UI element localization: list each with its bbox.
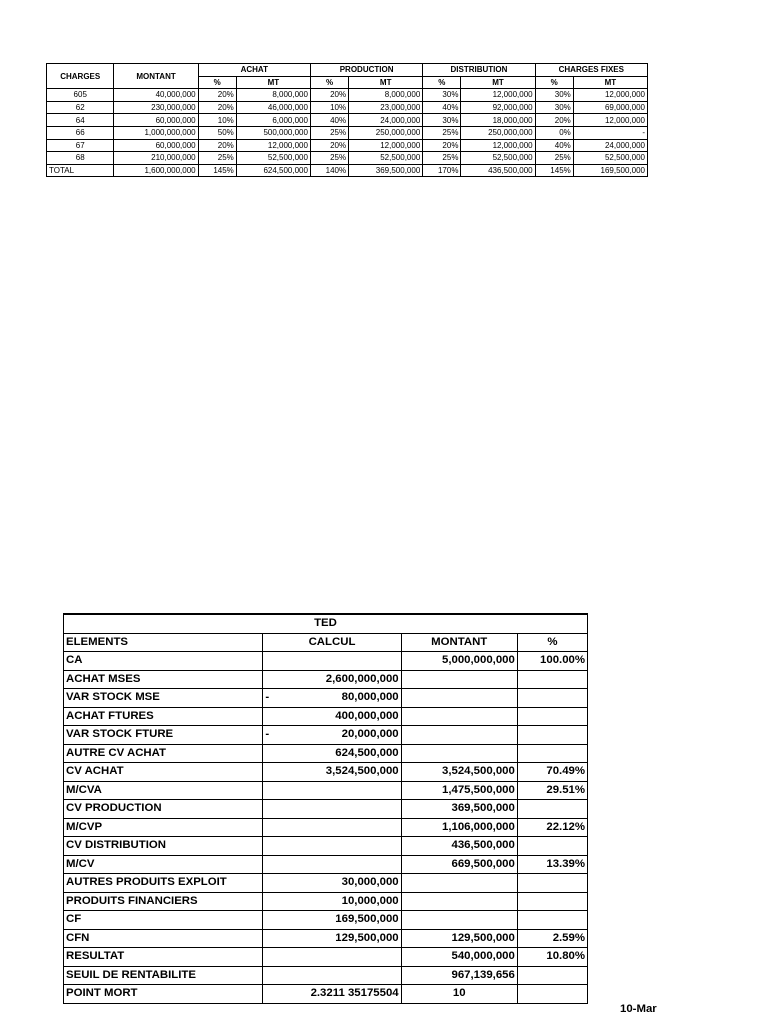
ted-cell-montant: 5,000,000,000 — [401, 652, 517, 671]
cell-montant: 40,000,000 — [114, 89, 198, 102]
ted-cell-montant — [401, 911, 517, 930]
ted-cell-calcul — [263, 670, 401, 689]
header-charges-fixes: CHARGES FIXES — [535, 64, 647, 77]
ted-calcul-value: 80,000,000 — [341, 691, 399, 704]
cell-prod-mt: 250,000,000 — [349, 126, 423, 139]
ted-calcul-value: 3,524,500,000 — [325, 765, 399, 778]
cell-charge: 64 — [47, 114, 114, 127]
cell-cf-mt: - — [573, 126, 647, 139]
cell-cf-mt: 24,000,000 — [573, 139, 647, 152]
subheader-pct: % — [535, 76, 573, 89]
ted-calcul-value: 20,000,000 — [341, 728, 399, 741]
subheader-pct: % — [310, 76, 348, 89]
ted-cell-pct — [517, 892, 587, 911]
ted-cell-pct: 10.80% — [517, 948, 587, 967]
ted-calcul-value: 10,000,000 — [341, 894, 399, 907]
cell-cf-mt: 12,000,000 — [573, 89, 647, 102]
ted-cell-calcul — [263, 874, 401, 893]
ted-cell-element: AUTRE CV ACHAT — [64, 744, 263, 763]
ted-cell-calcul — [263, 818, 401, 837]
cell-cf-mt: 169,500,000 — [573, 164, 647, 177]
ted-calcul-value: 2.3211 35175504 — [310, 987, 399, 1000]
cell-achat-pct: 20% — [198, 101, 236, 114]
ted-calcul-value: 169,500,000 — [335, 913, 399, 926]
cell-cf-pct: 20% — [535, 114, 573, 127]
cell-dist-pct: 20% — [423, 139, 461, 152]
cell-prod-mt: 12,000,000 — [349, 139, 423, 152]
ted-cell-montant — [401, 689, 517, 708]
table-row — [47, 152, 648, 165]
table-row — [64, 689, 588, 708]
ted-cell-pct — [517, 670, 587, 689]
ted-cell-calcul — [263, 929, 401, 948]
minus-sign: - — [265, 691, 270, 704]
cell-prod-pct: 20% — [310, 89, 348, 102]
ted-cell-element: CV DISTRIBUTION — [64, 837, 263, 856]
table-row — [47, 89, 648, 102]
cell-dist-mt: 92,000,000 — [461, 101, 535, 114]
header-montant: MONTANT — [114, 64, 198, 89]
cell-dist-mt: 250,000,000 — [461, 126, 535, 139]
header-distribution: DISTRIBUTION — [423, 64, 535, 77]
ted-cell-montant: 436,500,000 — [401, 837, 517, 856]
cell-prod-mt: 23,000,000 — [349, 101, 423, 114]
table-row — [47, 101, 648, 114]
cell-cf-mt: 69,000,000 — [573, 101, 647, 114]
subheader-mt: MT — [573, 76, 647, 89]
ted-cell-element: CV ACHAT — [64, 763, 263, 782]
cell-achat-mt: 6,000,000 — [236, 114, 310, 127]
table-row — [64, 781, 588, 800]
cell-dist-mt: 18,000,000 — [461, 114, 535, 127]
subheader-pct: % — [198, 76, 236, 89]
ted-cell-element: ACHAT FTURES — [64, 707, 263, 726]
table-row — [64, 892, 588, 911]
ted-cell-element: CA — [64, 652, 263, 671]
ted-cell-pct — [517, 985, 587, 1004]
ted-cell-calcul — [263, 652, 401, 671]
cell-cf-pct: 145% — [535, 164, 573, 177]
ted-calcul-value: 2,600,000,000 — [325, 672, 399, 685]
cell-dist-pct: 25% — [423, 152, 461, 165]
cell-achat-mt: 8,000,000 — [236, 89, 310, 102]
ted-cell-calcul — [263, 689, 401, 708]
header-achat: ACHAT — [198, 64, 310, 77]
cell-prod-mt: 369,500,000 — [349, 164, 423, 177]
ted-cell-calcul — [263, 911, 401, 930]
cell-achat-pct: 20% — [198, 139, 236, 152]
cell-cf-mt: 12,000,000 — [573, 114, 647, 127]
table-row — [47, 164, 648, 177]
cell-montant: 60,000,000 — [114, 139, 198, 152]
cell-dist-pct: 40% — [423, 101, 461, 114]
ted-cell-pct: 13.39% — [517, 855, 587, 874]
ted-cell-montant: 669,500,000 — [401, 855, 517, 874]
table-row — [64, 929, 588, 948]
side-note: 10-Mar — [620, 1003, 657, 1015]
header-charges: CHARGES — [47, 64, 114, 89]
cell-achat-mt: 624,500,000 — [236, 164, 310, 177]
subheader-mt: MT — [461, 76, 535, 89]
ted-cell-montant — [401, 892, 517, 911]
ted-cell-calcul — [263, 892, 401, 911]
ted-cell-calcul — [263, 707, 401, 726]
cell-dist-mt: 12,000,000 — [461, 89, 535, 102]
ted-header-montant: MONTANT — [401, 633, 517, 652]
cell-cf-pct: 30% — [535, 89, 573, 102]
ted-cell-montant: 1,475,500,000 — [401, 781, 517, 800]
ted-cell-element: CV PRODUCTION — [64, 800, 263, 819]
ted-cell-element: ACHAT MSES — [64, 670, 263, 689]
ted-cell-calcul — [263, 855, 401, 874]
ted-cell-element: CF — [64, 911, 263, 930]
ted-cell-montant — [401, 670, 517, 689]
cell-dist-mt: 52,500,000 — [461, 152, 535, 165]
ted-cell-element: AUTRES PRODUITS EXPLOIT — [64, 874, 263, 893]
cell-achat-pct: 145% — [198, 164, 236, 177]
cell-cf-mt: 52,500,000 — [573, 152, 647, 165]
cell-cf-pct: 0% — [535, 126, 573, 139]
ted-header-calcul: CALCUL — [263, 633, 401, 652]
table-row — [64, 763, 588, 782]
subheader-mt: MT — [236, 76, 310, 89]
table-row — [64, 707, 588, 726]
ted-cell-element: M/CVP — [64, 818, 263, 837]
ted-cell-pct — [517, 689, 587, 708]
ted-cell-montant: 1,106,000,000 — [401, 818, 517, 837]
table-row — [64, 874, 588, 893]
table-row — [47, 139, 648, 152]
cell-charge: 62 — [47, 101, 114, 114]
ted-cell-montant: 967,139,656 — [401, 966, 517, 985]
ted-cell-pct: 2.59% — [517, 929, 587, 948]
cell-dist-pct: 170% — [423, 164, 461, 177]
cell-achat-pct: 10% — [198, 114, 236, 127]
table-row — [47, 114, 648, 127]
cell-montant: 1,000,000,000 — [114, 126, 198, 139]
minus-sign: - — [265, 728, 270, 741]
cell-montant: 230,000,000 — [114, 101, 198, 114]
ted-calcul-value: 30,000,000 — [341, 876, 399, 889]
ted-cell-calcul — [263, 837, 401, 856]
ted-cell-montant: 10 — [401, 985, 517, 1004]
ted-header-pct: % — [517, 633, 587, 652]
cell-prod-pct: 40% — [310, 114, 348, 127]
ted-cell-pct: 29.51% — [517, 781, 587, 800]
ted-header-elements: ELEMENTS — [64, 633, 263, 652]
cell-montant: 60,000,000 — [114, 114, 198, 127]
table-row — [64, 948, 588, 967]
cell-charge: 605 — [47, 89, 114, 102]
cell-achat-pct: 25% — [198, 152, 236, 165]
cell-prod-pct: 10% — [310, 101, 348, 114]
cell-achat-mt: 52,500,000 — [236, 152, 310, 165]
cell-cf-pct: 40% — [535, 139, 573, 152]
ted-cell-montant — [401, 874, 517, 893]
table-row — [64, 726, 588, 745]
cell-cf-pct: 25% — [535, 152, 573, 165]
ted-cell-pct: 70.49% — [517, 763, 587, 782]
cell-prod-pct: 25% — [310, 152, 348, 165]
ted-cell-element: CFN — [64, 929, 263, 948]
ted-cell-calcul — [263, 948, 401, 967]
cell-montant: 210,000,000 — [114, 152, 198, 165]
ted-cell-element: VAR STOCK MSE — [64, 689, 263, 708]
ted-cell-montant — [401, 744, 517, 763]
table-row — [47, 126, 648, 139]
ted-cell-element: VAR STOCK FTURE — [64, 726, 263, 745]
cell-achat-mt: 12,000,000 — [236, 139, 310, 152]
ted-cell-calcul — [263, 800, 401, 819]
ted-cell-pct — [517, 707, 587, 726]
ted-cell-pct — [517, 874, 587, 893]
table-row — [64, 670, 588, 689]
ted-cell-element: PRODUITS FINANCIERS — [64, 892, 263, 911]
table-row — [64, 837, 588, 856]
table-row — [64, 818, 588, 837]
cell-achat-pct: 20% — [198, 89, 236, 102]
ted-cell-montant — [401, 707, 517, 726]
ted-calcul-value: 624,500,000 — [335, 746, 399, 759]
ted-cell-pct — [517, 966, 587, 985]
ted-cell-pct — [517, 800, 587, 819]
cell-cf-pct: 30% — [535, 101, 573, 114]
ted-cell-calcul — [263, 726, 401, 745]
cell-dist-pct: 30% — [423, 114, 461, 127]
ted-cell-element: M/CV — [64, 855, 263, 874]
ted-table-body — [64, 652, 588, 1004]
charges-breakdown-table — [46, 63, 648, 177]
ted-cell-calcul — [263, 781, 401, 800]
cell-montant: 1,600,000,000 — [114, 164, 198, 177]
subheader-mt: MT — [349, 76, 423, 89]
cell-dist-pct: 30% — [423, 89, 461, 102]
cell-dist-mt: 436,500,000 — [461, 164, 535, 177]
ted-cell-montant: 3,524,500,000 — [401, 763, 517, 782]
ted-cell-element: RESULTAT — [64, 948, 263, 967]
cell-achat-mt: 500,000,000 — [236, 126, 310, 139]
cell-achat-pct: 50% — [198, 126, 236, 139]
cell-prod-pct: 20% — [310, 139, 348, 152]
ted-cell-montant: 540,000,000 — [401, 948, 517, 967]
cell-dist-pct: 25% — [423, 126, 461, 139]
header-production: PRODUCTION — [310, 64, 422, 77]
ted-cell-calcul — [263, 985, 401, 1004]
table-row — [64, 652, 588, 671]
ted-cell-calcul — [263, 744, 401, 763]
cell-prod-mt: 52,500,000 — [349, 152, 423, 165]
cell-dist-mt: 12,000,000 — [461, 139, 535, 152]
cell-prod-mt: 8,000,000 — [349, 89, 423, 102]
ted-cell-calcul — [263, 763, 401, 782]
ted-cell-calcul — [263, 966, 401, 985]
ted-cell-pct — [517, 837, 587, 856]
table-row — [64, 966, 588, 985]
ted-cell-pct — [517, 726, 587, 745]
ted-cell-montant: 369,500,000 — [401, 800, 517, 819]
subheader-pct: % — [423, 76, 461, 89]
ted-cell-pct — [517, 911, 587, 930]
ted-cell-montant — [401, 726, 517, 745]
table-row — [64, 744, 588, 763]
ted-cell-pct: 22.12% — [517, 818, 587, 837]
table-row — [64, 911, 588, 930]
cell-charge: 68 — [47, 152, 114, 165]
cell-prod-pct: 140% — [310, 164, 348, 177]
charges-table-body — [47, 89, 648, 177]
ted-title: TED — [64, 614, 588, 633]
ted-cell-pct — [517, 744, 587, 763]
cell-prod-pct: 25% — [310, 126, 348, 139]
ted-cell-montant: 129,500,000 — [401, 929, 517, 948]
cell-charge: 67 — [47, 139, 114, 152]
cell-charge: TOTAL — [47, 164, 114, 177]
table-row — [64, 985, 588, 1004]
ted-cell-pct: 100.00% — [517, 652, 587, 671]
table-row — [64, 800, 588, 819]
ted-cell-element: M/CVA — [64, 781, 263, 800]
ted-table — [63, 613, 588, 1004]
cell-achat-mt: 46,000,000 — [236, 101, 310, 114]
ted-cell-element: SEUIL DE RENTABILITE — [64, 966, 263, 985]
ted-cell-element: POINT MORT — [64, 985, 263, 1004]
cell-prod-mt: 24,000,000 — [349, 114, 423, 127]
ted-calcul-value: 129,500,000 — [335, 931, 399, 944]
table-row — [64, 855, 588, 874]
ted-calcul-value: 400,000,000 — [335, 709, 399, 722]
cell-charge: 66 — [47, 126, 114, 139]
